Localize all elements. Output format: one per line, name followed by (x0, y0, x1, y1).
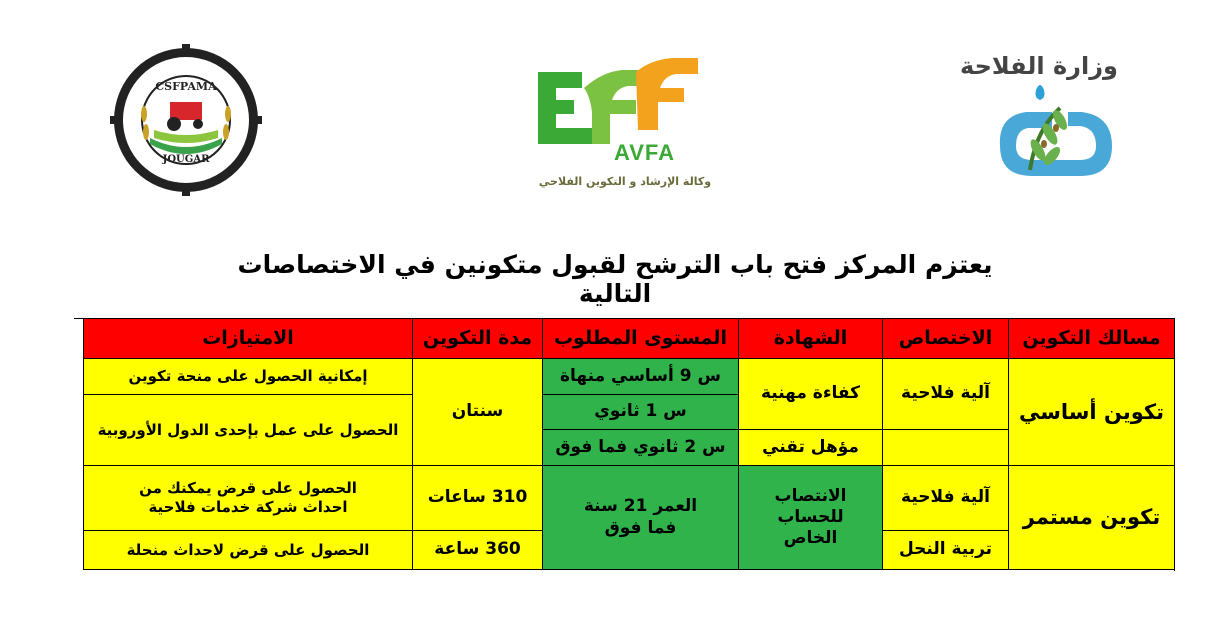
col-header-specialty: الاختصاص (882, 319, 1008, 359)
level-cell-2: س 1 ثانوي (542, 395, 738, 430)
specialty-continuing-cell-2: تربية النحل (882, 531, 1008, 570)
duration-basic-cell: سنتان (412, 359, 542, 466)
level-cell-4: العمر 21 سنة فما فوق (542, 466, 738, 570)
duration-continuing-cell-1: 310 ساعات (412, 466, 542, 531)
certificate-cell-1: كفاءة مهنية (738, 359, 882, 430)
col-header-track: مسالك التكوين (1008, 319, 1174, 359)
col-header-level: المستوى المطلوب (542, 319, 738, 359)
advantage-cell-2: الحصول على عمل بإحدى الدول الأوروبية (83, 395, 412, 466)
track-continuing-cell: تكوين مستمر (1008, 466, 1174, 570)
specialty-basic-empty-cell (882, 430, 1008, 466)
specialties-table (74, 318, 1175, 571)
track-basic-cell: تكوين أساسي (1008, 359, 1174, 466)
col-header-duration: مدة التكوين (412, 319, 542, 359)
ministry-name: وزارة الفلاحة (960, 52, 1118, 80)
advantage-cell-4: الحصول على قرض لاحداث منحلة (83, 531, 412, 570)
col-header-advantages: الامتيازات (83, 319, 412, 359)
seal-top-text: CSFPAMA (155, 80, 217, 93)
announcement-headline: يعتزم المركز فتح باب الترشح لقبول متكونين في الاختصاصات التالية (237, 250, 993, 308)
avfa-wordmark: AVFA (614, 140, 676, 165)
advantage-cell-3: الحصول على قرض يمكنك من احداث شركة خدمات فلاحية (83, 466, 412, 531)
specialty-basic-cell: آلية فلاحية (882, 359, 1008, 430)
ministry-emblem-logo (940, 50, 1140, 190)
certificate-cell-2: مؤهل تقني (738, 430, 882, 466)
advantage-cell-1: إمكانية الحصول على منحة تكوين (83, 359, 412, 395)
level-cell-1: س 9 أساسي منهاة (542, 359, 738, 395)
col-header-certificate: الشهادة (738, 319, 882, 359)
level-cell-3: س 2 ثانوي فما فوق (542, 430, 738, 466)
specialty-continuing-cell-1: آلية فلاحية (882, 466, 1008, 531)
avfa-subtitle: وكالة الإرشاد و التكوين الفلاحي (538, 175, 712, 188)
seal-bottom-text: JOUGAR (162, 154, 210, 165)
certificate-cell-3: الانتصاب للحساب الخاص (738, 466, 882, 570)
duration-continuing-cell-2: 360 ساعة (412, 531, 542, 570)
csfpama-seal-logo (110, 44, 262, 196)
